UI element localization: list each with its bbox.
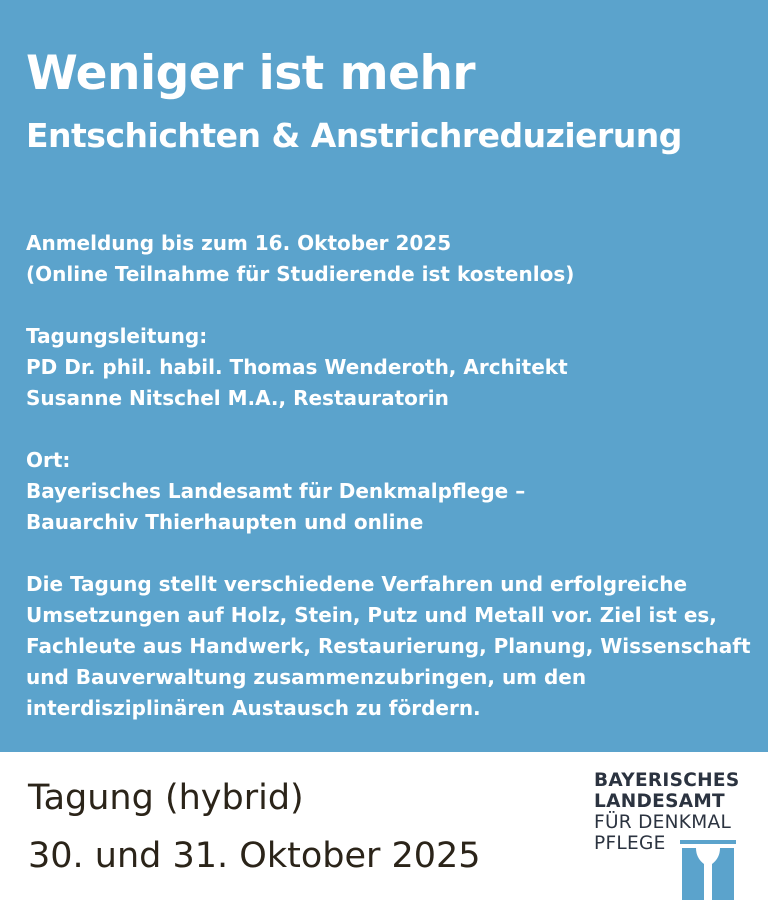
description-line-1: Die Tagung stellt verschiedene Verfahren und erfolgreiche bbox=[26, 572, 688, 596]
registration-block bbox=[26, 228, 756, 290]
page-title: Weniger ist mehr bbox=[26, 46, 476, 101]
description-line-3: Fachleute aus Handwerk, Restaurierung, Planung, Wissenschaft bbox=[26, 634, 751, 658]
event-type: Tagung (hybrid) bbox=[28, 778, 304, 818]
description-line-2: Umsetzungen auf Holz, Stein, Putz und Metall vor. Ziel ist es, bbox=[26, 603, 717, 627]
leader-1: PD Dr. phil. habil. Thomas Wenderoth, Architekt bbox=[26, 355, 568, 379]
logo-line-4: PFLEGE bbox=[594, 833, 666, 854]
description-block bbox=[26, 569, 756, 724]
leadership-block bbox=[26, 321, 756, 414]
description-line-5: interdisziplinären Austausch zu fördern. bbox=[26, 696, 481, 720]
leader-2: Susanne Nitschel M.A., Restauratorin bbox=[26, 386, 449, 410]
blfd-logo bbox=[594, 770, 754, 910]
location-line-2: Bauarchiv Thierhaupten und online bbox=[26, 510, 424, 534]
logo-line-1: BAYERISCHES bbox=[594, 770, 740, 791]
leadership-heading: Tagungsleitung: bbox=[26, 324, 208, 348]
portal-arch-icon bbox=[678, 840, 738, 900]
location-line-1: Bayerisches Landesamt für Denkmalpflege – bbox=[26, 479, 526, 503]
description-line-4: und Bauverwaltung zusammenzubringen, um den bbox=[26, 665, 587, 689]
registration-deadline: Anmeldung bis zum 16. Oktober 2025 bbox=[26, 231, 452, 255]
event-date: 30. und 31. Oktober 2025 bbox=[28, 836, 481, 876]
location-block bbox=[26, 445, 756, 538]
page-subtitle: Entschichten & Anstrichreduzierung bbox=[26, 116, 682, 155]
logo-line-3: FÜR DENKMAL bbox=[594, 812, 732, 833]
registration-note: (Online Teilnahme für Studierende ist kostenlos) bbox=[26, 262, 575, 286]
location-heading: Ort: bbox=[26, 448, 71, 472]
footer-panel bbox=[0, 752, 768, 921]
event-details bbox=[26, 228, 756, 755]
logo-line-2: LANDESAMT bbox=[594, 791, 725, 812]
